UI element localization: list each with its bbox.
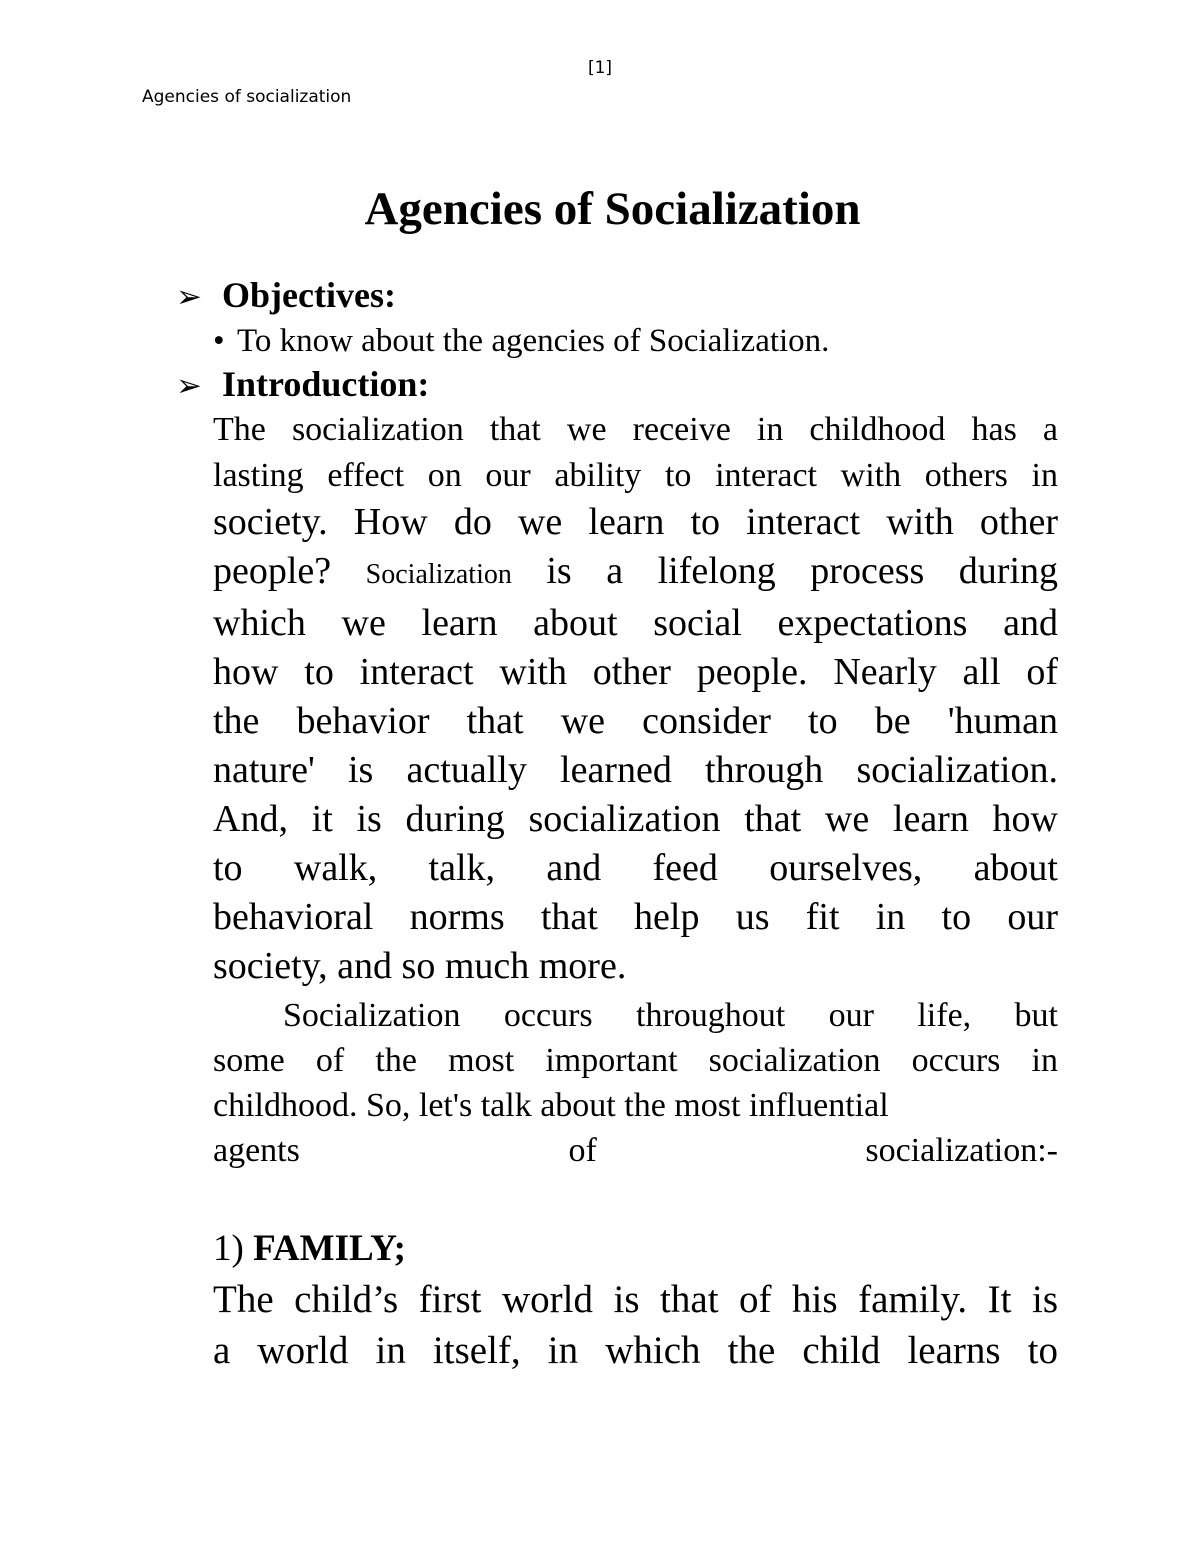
intro-paragraph-2 [213,993,1058,1173]
page-title: Agencies of Socialization [364,183,861,235]
bullet-icon: • [213,323,225,359]
text-line: agents of socialization:- [213,1132,1058,1169]
text-line: The child’s first world is that of his family. It is [213,1278,1058,1321]
text-line-mixed [213,547,1058,599]
intro-paragraph-start [213,407,1058,499]
text-line: some of the most important socialization occurs in [213,1042,1058,1079]
objectives-heading-label: Objectives: [222,275,396,315]
text-line: to walk, talk, and feed ourselves, about [213,847,1058,889]
text-line: society, and so much more. [213,945,627,987]
page-number: [1] [587,58,613,78]
text-fragment-small: Socialization [365,559,512,590]
text-fragment: people? [213,550,332,592]
introduction-heading-label: Introduction: [222,364,430,404]
arrow-bullet-icon: ➢ [176,279,202,314]
family-heading-number: 1) [213,1228,244,1269]
family-heading-label: FAMILY; [253,1228,406,1269]
text-line: The socialization that we receive in childhood has a [213,411,1058,448]
text-line: childhood. So, let's talk about the most influential [213,1087,889,1124]
introduction-heading [176,362,429,408]
objective-item [213,320,829,362]
running-header: Agencies of socialization [142,87,352,107]
text-line: society. How do we learn to interact with other [213,501,1058,543]
text-line: And, it is during socialization that we learn how [213,798,1058,840]
text-line: the behavior that we consider to be 'human [213,700,1058,742]
text-line: a world in itself, in which the child learns to [213,1329,1058,1372]
text-line: Socialization occurs throughout our life, but [283,997,1058,1034]
text-line: nature' is actually learned through socialization. [213,749,1058,791]
text-line: how to interact with other people. Nearly all of [213,651,1058,693]
intro-paragraph-body [213,498,1058,991]
text-line: behavioral norms that help us fit in to our [213,896,1058,938]
objectives-heading [176,273,396,319]
objective-item-text: To know about the agencies of Socialization. [237,323,830,359]
text-line: which we learn about social expectations and [213,602,1058,644]
family-paragraph [213,1274,1058,1376]
text-line: lasting effect on our ability to interact with others in [213,457,1058,494]
arrow-bullet-icon: ➢ [176,368,202,403]
text-fragment: is a lifelong process during [546,550,1058,592]
family-heading [213,1225,406,1273]
